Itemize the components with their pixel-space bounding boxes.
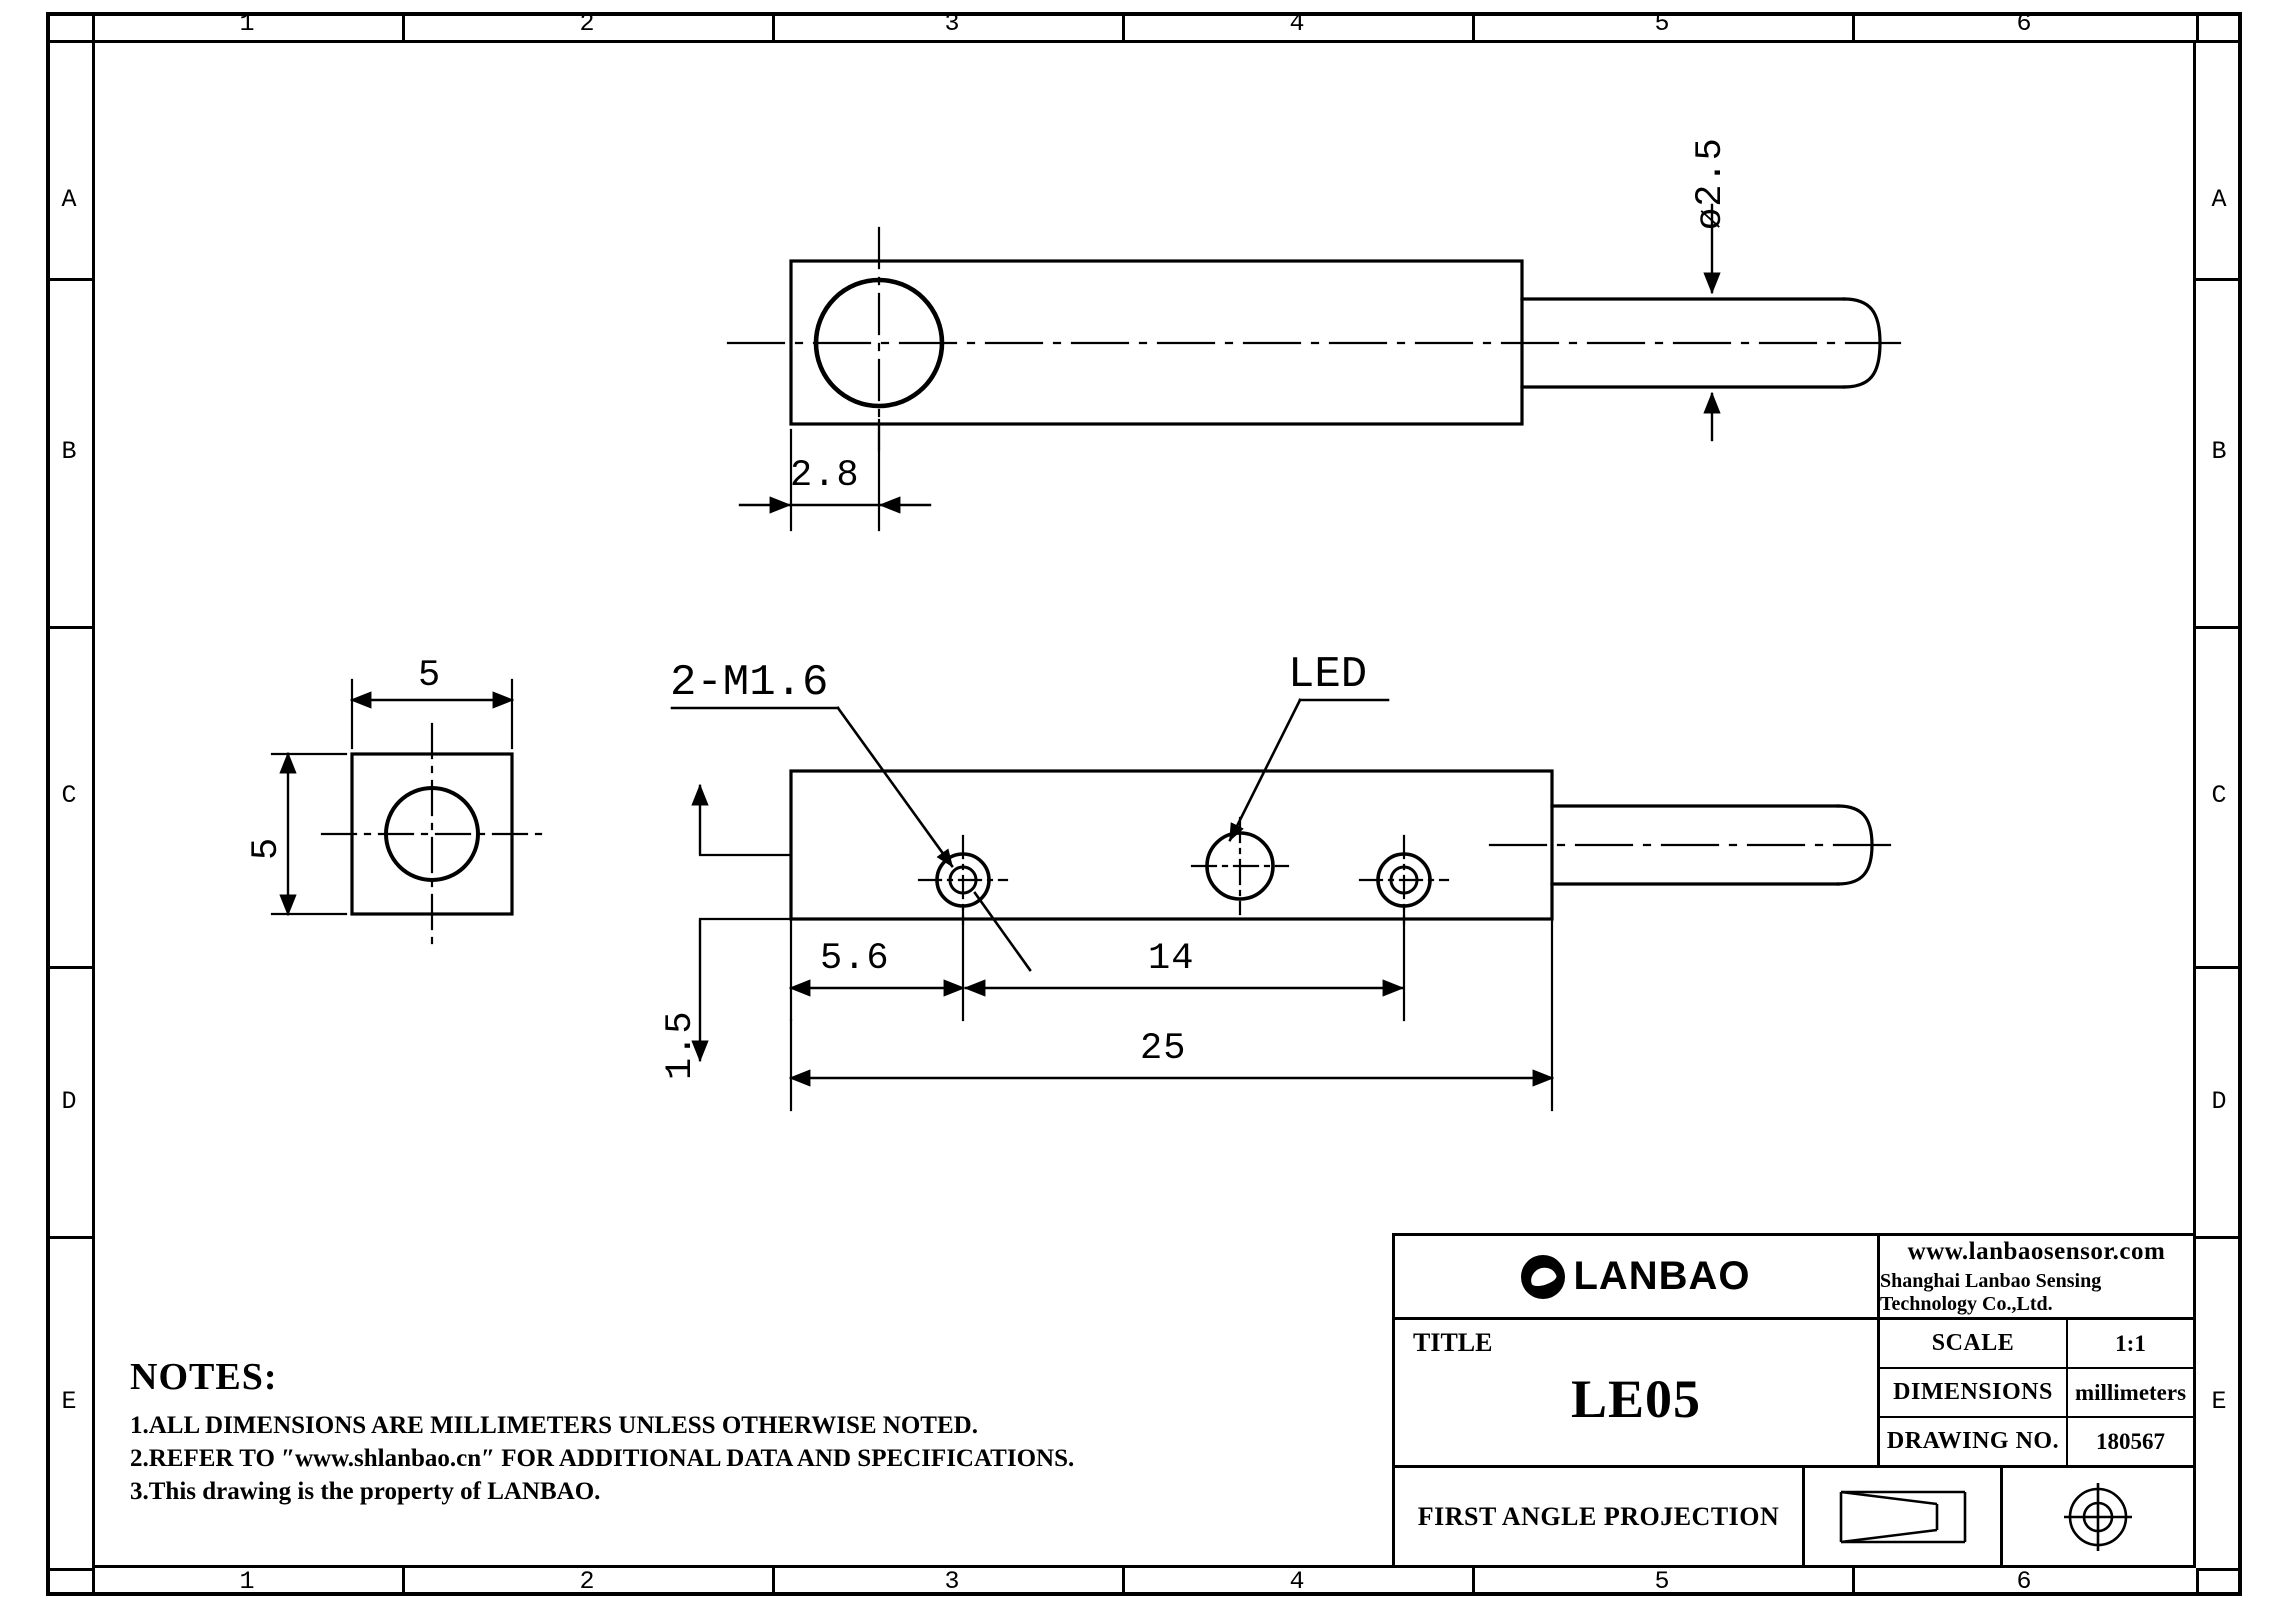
- notes-title: NOTES:: [130, 1356, 278, 1398]
- company-logo: [1395, 1236, 1880, 1317]
- zone-label-top-5: 5: [1654, 9, 1670, 38]
- drawing-title-value: LE05: [1570, 1369, 1702, 1429]
- zone-label-left-d: D: [61, 1087, 77, 1116]
- zone-label-top-3: 3: [944, 9, 960, 38]
- zone-label-top-1: 1: [239, 9, 255, 38]
- company-contact: [1880, 1236, 2193, 1317]
- spec-value-scale: 1:1: [2115, 1330, 2146, 1356]
- title-block-middle-row: [1395, 1320, 2193, 1468]
- zone-label-bottom-3: 3: [944, 1567, 960, 1596]
- zone-label-right-c: C: [2211, 781, 2227, 810]
- zone-label-bottom-6: 6: [2016, 1567, 2032, 1596]
- dim-text-2p8: 2.8: [790, 455, 860, 497]
- company-name: Shanghai Lanbao Sensing Technology Co.,Ltd.: [1880, 1269, 2102, 1315]
- zone-label-bottom-2: 2: [579, 1567, 595, 1596]
- leaf-logo-icon: [1521, 1255, 1565, 1299]
- dim-text-end-height: 5: [246, 836, 288, 860]
- zone-label-bottom-5: 5: [1654, 1567, 1670, 1596]
- zone-label-left-a: A: [61, 185, 77, 214]
- spec-table: [1880, 1320, 2193, 1465]
- spec-row-drawing-no: [1880, 1418, 2193, 1465]
- title-block: [1392, 1233, 2196, 1568]
- note-item-2: 2.REFER TO ″www.shlanbao.cn″ FOR ADDITIONAL DATA AND SPECIFICATIONS.: [130, 1445, 1075, 1472]
- spec-key-scale: SCALE: [1880, 1320, 2068, 1367]
- leader-2m16-lower: [975, 893, 1030, 970]
- side-view-body: [791, 771, 1552, 919]
- title-block-header-row: [1395, 1236, 2193, 1320]
- end-view-square: [352, 754, 512, 914]
- notes-block: [130, 1355, 1190, 1508]
- dim-text-hole-center-height: 1.5: [660, 1010, 702, 1080]
- callout-text-led: LED: [1288, 650, 1368, 700]
- zone-label-right-d: D: [2211, 1087, 2227, 1116]
- callout-text-mounting-holes: 2-M1.6: [670, 658, 829, 708]
- note-item-3: 3.This drawing is the property of LANBAO.: [130, 1478, 601, 1505]
- truncated-cone-icon: [1833, 1484, 1973, 1550]
- projection-symbol-cone: [1805, 1468, 2003, 1565]
- drawing-title-label: TITLE: [1413, 1328, 1493, 1357]
- zone-label-top-2: 2: [579, 9, 595, 38]
- projection-label: FIRST ANGLE PROJECTION: [1395, 1468, 1805, 1565]
- zone-label-left-e: E: [61, 1387, 77, 1416]
- spec-key-drawing-no: DRAWING NO.: [1880, 1418, 2068, 1465]
- company-logo-text: LANBAO: [1573, 1254, 1751, 1298]
- zone-label-bottom-4: 4: [1289, 1567, 1305, 1596]
- spec-value-drawing-no: 180567: [2096, 1428, 2165, 1454]
- spec-row-scale: [1880, 1320, 2193, 1369]
- note-item-1: 1.ALL DIMENSIONS ARE MILLIMETERS UNLESS OTHERWISE NOTED.: [130, 1412, 978, 1439]
- title-block-bottom-row: [1395, 1468, 2193, 1565]
- dim-text-hole-spacing: 14: [1148, 938, 1195, 980]
- zone-label-right-b: B: [2211, 437, 2227, 466]
- projection-symbol-circles: [2003, 1468, 2193, 1565]
- drawing-title-cell: [1395, 1320, 1880, 1465]
- dim-text-hole-edge-distance: 5.6: [820, 938, 890, 980]
- concentric-circles-icon: [2062, 1481, 2134, 1553]
- spec-value-dimensions: millimeters: [2074, 1379, 2187, 1405]
- dim-text-cable-diameter: ø2.5: [1690, 137, 1732, 230]
- company-website: www.lanbaosensor.com: [1907, 1237, 2166, 1265]
- zone-label-left-b: B: [61, 437, 77, 466]
- dim-text-body-length: 25: [1140, 1028, 1187, 1070]
- zone-label-top-4: 4: [1289, 9, 1305, 38]
- dim-text-end-width: 5: [418, 655, 442, 697]
- zone-label-left-c: C: [61, 781, 77, 810]
- zone-label-bottom-1: 1: [239, 1567, 255, 1596]
- zone-label-right-e: E: [2211, 1387, 2227, 1416]
- zone-label-right-a: A: [2211, 185, 2227, 214]
- spec-key-dimensions: DIMENSIONS: [1880, 1369, 2068, 1416]
- leader-2m16-angled: [838, 708, 952, 866]
- zone-label-top-6: 6: [2016, 9, 2032, 38]
- spec-row-dimensions: [1880, 1369, 2193, 1418]
